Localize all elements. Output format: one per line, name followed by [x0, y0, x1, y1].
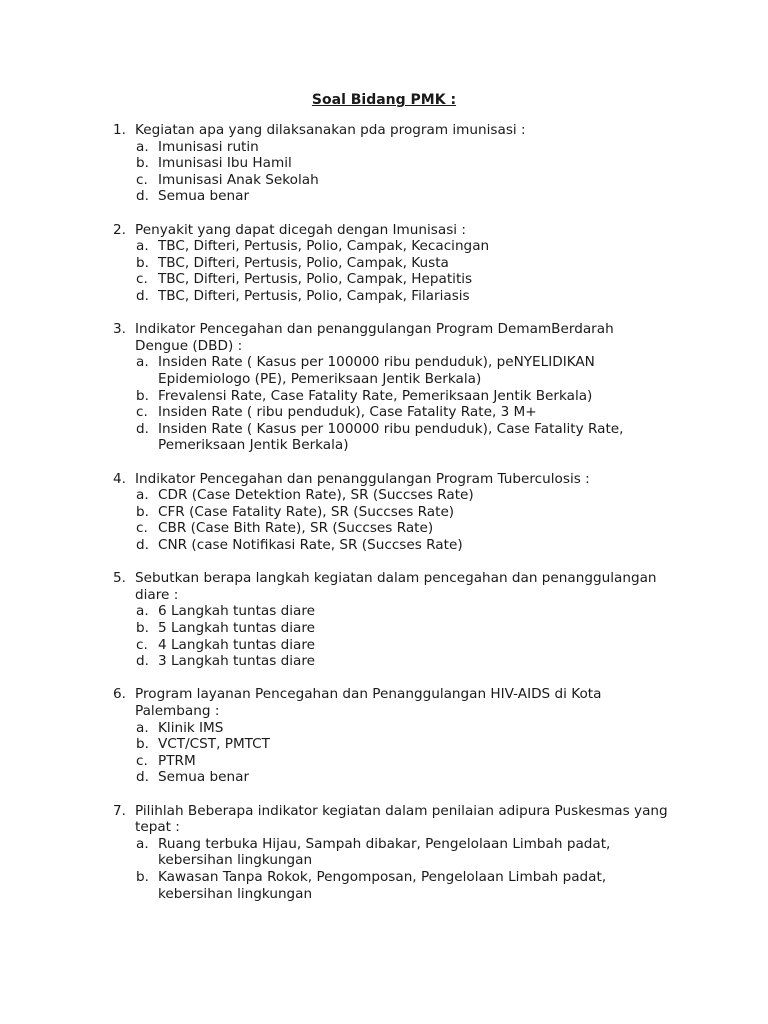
option-text: Klinik IMS: [158, 719, 224, 736]
option-text: Insiden Rate ( Kasus per 100000 ribu penduduk), peNYELIDIKAN: [158, 354, 595, 371]
option-text: TBC, Difteri, Pertusis, Polio, Campak, Hepatitis: [158, 271, 473, 288]
option-letter: a.: [136, 719, 149, 736]
option-letter: c.: [136, 752, 148, 769]
option-text: PTRM: [158, 752, 196, 769]
option-text: Pemeriksaan Jentik Berkala): [158, 437, 349, 454]
question-text: Indikator Pencegahan dan penanggulangan Program DemamBerdarah: [135, 321, 614, 338]
option-letter: b.: [136, 503, 149, 520]
option-text: 5 Langkah tuntas diare: [158, 620, 316, 636]
question-text: Dengue (DBD) :: [135, 337, 243, 354]
question-number: 6.: [113, 686, 126, 703]
option-letter: b.: [136, 620, 149, 636]
option-text: CFR (Case Fatality Rate), SR (Succses Rate): [158, 503, 455, 520]
question-text: Penyakit yang dapat dicegah dengan Imunisasi :: [135, 221, 466, 238]
option-letter: a.: [136, 487, 149, 504]
question-number: 7.: [113, 802, 126, 819]
option-letter: c.: [136, 271, 148, 288]
question-number: 4.: [113, 470, 126, 487]
option-letter: b.: [136, 155, 149, 172]
question-text: Sebutkan berapa langkah kegiatan dalam pencegahan dan penanggulangan: [135, 570, 657, 587]
option-letter: c.: [136, 171, 148, 188]
option-text: Epidemiologo (PE), Pemeriksaan Jentik Berkala): [158, 370, 482, 387]
option-letter: b.: [136, 387, 149, 404]
option-text: Semua benar: [158, 188, 250, 205]
question-text: Palembang :: [135, 702, 220, 719]
option-letter: d.: [136, 769, 149, 786]
option-text: TBC, Difteri, Pertusis, Polio, Campak, Filariasis: [158, 288, 470, 304]
option-letter: c.: [136, 404, 148, 421]
option-text: TBC, Difteri, Pertusis, Polio, Campak, Kecacingan: [158, 238, 490, 255]
option-text: CNR (case Notifikasi Rate, SR (Succses Rate): [158, 537, 463, 553]
question-text: Pilihlah Beberapa indikator kegiatan dalam penilaian adipura Puskesmas yang: [135, 802, 668, 819]
question-number: 2.: [113, 221, 126, 238]
option-letter: d.: [136, 653, 149, 670]
question-number: 5.: [113, 570, 126, 587]
option-text: 4 Langkah tuntas diare: [158, 636, 316, 653]
option-text: kebersihan lingkungan: [158, 852, 313, 869]
option-letter: a.: [136, 138, 149, 155]
option-letter: c.: [136, 520, 148, 537]
question-text: tepat :: [135, 819, 180, 836]
option-text: Ruang terbuka Hijau, Sampah dibakar, Pengelolaan Limbah padat,: [158, 835, 611, 852]
document-title: Soal Bidang PMK :: [311, 92, 457, 108]
option-text: CBR (Case Bith Rate), SR (Succses Rate): [158, 520, 434, 537]
option-text: Frevalensi Rate, Case Fatality Rate, Pemeriksaan Jentik Berkala): [158, 387, 593, 404]
option-text: 6 Langkah tuntas diare: [158, 603, 316, 620]
option-text: Imunisasi rutin: [158, 138, 259, 155]
option-letter: a.: [136, 238, 149, 255]
option-text: Insiden Rate ( Kasus per 100000 ribu penduduk), Case Fatality Rate,: [158, 420, 624, 437]
option-text: Kawasan Tanpa Rokok, Pengomposan, Pengelolaan Limbah padat,: [158, 869, 607, 885]
option-text: Semua benar: [158, 769, 250, 786]
option-letter: d.: [136, 188, 149, 205]
option-letter: b.: [136, 869, 149, 885]
question-number: 3.: [113, 321, 126, 338]
option-letter: c.: [136, 636, 148, 653]
option-letter: d.: [136, 420, 149, 437]
option-letter: a.: [136, 835, 149, 852]
option-text: TBC, Difteri, Pertusis, Polio, Campak, Kusta: [158, 254, 449, 271]
option-letter: a.: [136, 354, 149, 371]
option-text: Insiden Rate ( ribu penduduk), Case Fatality Rate, 3 M+: [158, 404, 537, 421]
option-letter: b.: [136, 736, 149, 753]
question-text: Program layanan Pencegahan dan Penanggulangan HIV-AIDS di Kota: [135, 686, 602, 703]
option-text: CDR (Case Detektion Rate), SR (Succses Rate): [158, 487, 474, 504]
option-text: 3 Langkah tuntas diare: [158, 653, 316, 670]
option-text: VCT/CST, PMTCT: [158, 736, 270, 753]
option-text: kebersihan lingkungan: [158, 885, 313, 902]
option-letter: a.: [136, 603, 149, 620]
option-letter: b.: [136, 254, 149, 271]
question-text: diare :: [135, 586, 179, 603]
option-text: Imunisasi Ibu Hamil: [158, 155, 292, 172]
question-number: 1.: [113, 122, 126, 138]
question-text: Indikator Pencegahan dan penanggulangan Program Tuberculosis :: [135, 470, 590, 487]
option-text: Imunisasi Anak Sekolah: [158, 171, 319, 188]
option-letter: d.: [136, 537, 149, 553]
question-text: Kegiatan apa yang dilaksanakan pda program imunisasi :: [135, 122, 526, 138]
option-letter: d.: [136, 288, 149, 304]
